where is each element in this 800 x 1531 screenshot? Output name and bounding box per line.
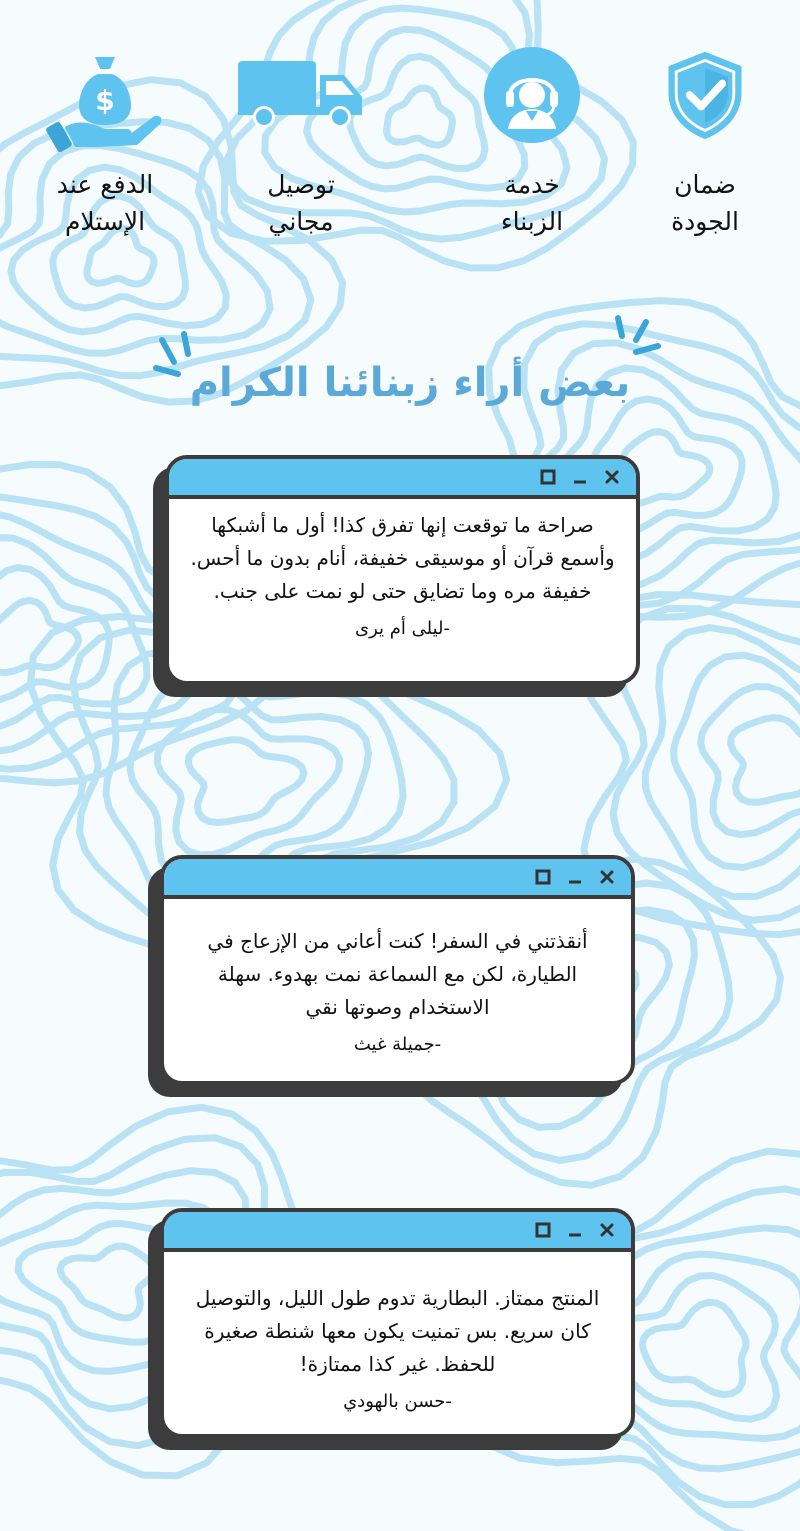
testimonial-author: -ليلى أم يرى (355, 618, 450, 639)
window-titlebar (164, 859, 631, 899)
close-icon[interactable] (602, 467, 622, 487)
window-titlebar (164, 1212, 631, 1252)
feature-cash-on-delivery (30, 30, 180, 240)
testimonial-quote: صراحة ما توقعت إنها تفرق كذا! أول ما أشبكها وأسمع قرآن أو موسيقى خفيفة، أنام بدون ما أحس. خفيفة مره وما تضايق حتى لو نمت على جنب. (190, 513, 615, 603)
maximize-icon[interactable] (538, 467, 558, 487)
feature-label-line2: الجودة (671, 207, 739, 236)
page-title: بعض أراء زبنائنا الكرام (189, 360, 631, 406)
feature-label-line2: الإستلام (64, 207, 146, 236)
feature-label-line2: مجاني (268, 207, 334, 236)
money-bag-hand-icon (45, 35, 165, 155)
close-icon[interactable] (597, 867, 617, 887)
testimonial-card-1 (165, 455, 640, 685)
minimize-icon[interactable] (570, 467, 590, 487)
feature-label-line1: خدمة (504, 170, 560, 199)
testimonial-quote: أنقذتني في السفر! كنت أعاني من الإزعاج في الطيارة، لكن مع السماعة نمت بهدوء. سهلة الاستخدام وصوتها نقي (207, 929, 588, 1019)
testimonial-author: -جميلة غيث (353, 1034, 442, 1055)
maximize-icon[interactable] (533, 867, 553, 887)
feature-label-line1: ضمان (674, 170, 736, 199)
sparkle-decoration-right (608, 312, 668, 362)
close-icon[interactable] (597, 1220, 617, 1240)
feature-label-line2: الزبناء (500, 207, 564, 236)
shield-check-icon (657, 47, 753, 143)
headset-support-icon (482, 45, 582, 145)
window-titlebar (169, 459, 636, 499)
maximize-icon[interactable] (533, 1220, 553, 1240)
testimonial-quote: المنتج ممتاز. البطارية تدوم طول الليل، والتوصيل كان سريع. بس تمنيت يكون معها شنطة صغيرة للحفظ. غير كذا ممتازة! (195, 1286, 600, 1376)
feature-label-line1: الدفع عند (56, 170, 154, 199)
delivery-truck-icon (236, 55, 366, 135)
feature-quality-guarantee (630, 30, 780, 240)
minimize-icon[interactable] (565, 867, 585, 887)
feature-customer-service (457, 30, 607, 240)
feature-label-line1: توصيل (267, 170, 335, 199)
testimonial-author: -حسن بالهودي (343, 1391, 452, 1412)
minimize-icon[interactable] (565, 1220, 585, 1240)
feature-free-delivery (226, 30, 376, 240)
svg-text:$: $ (95, 84, 115, 117)
testimonial-card-3 (160, 1208, 635, 1438)
testimonial-card-2 (160, 855, 635, 1085)
